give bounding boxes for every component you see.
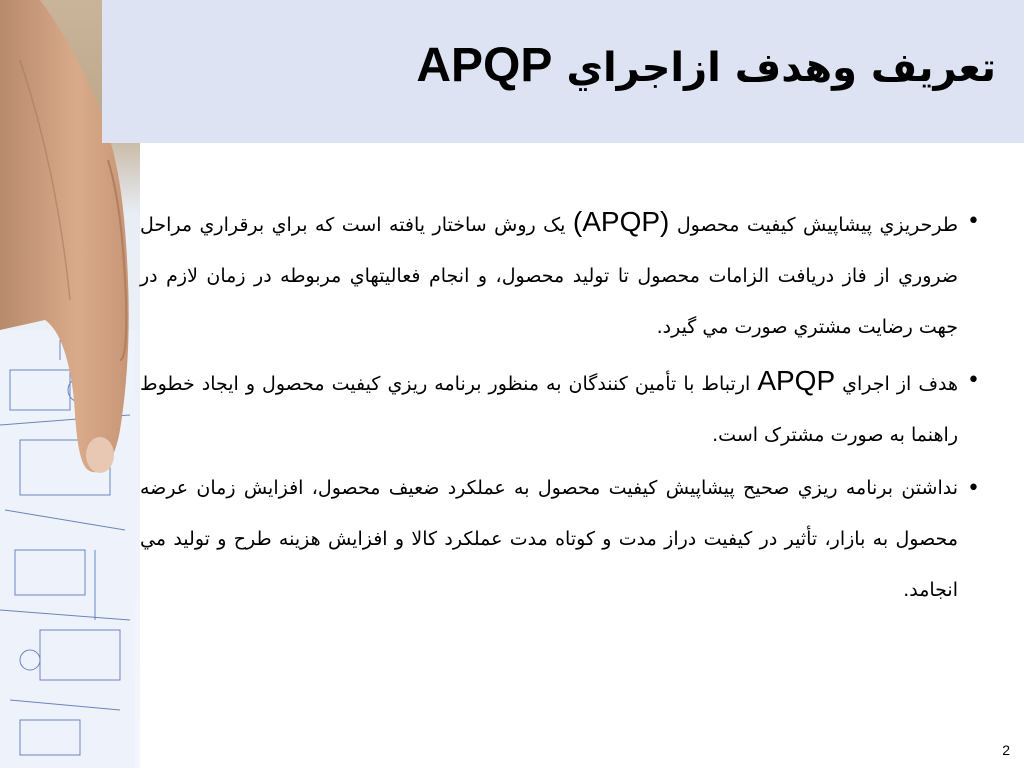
slide-title xyxy=(416,38,996,93)
bullet-acronym: (APQP) xyxy=(572,206,670,237)
bullet-text: طرحريزي پيشاپيش کيفيت محصول xyxy=(669,214,958,236)
bullet-text: يک روش ساختار يافته است که براي برقراري مراحل ضروري از فاز دريافت الزامات محصول تا توليد محصول، و انجام فعاليتهاي مربوطه در زمان لازم در جهت رضايت مشتري صورت مي گيرد. xyxy=(140,214,958,338)
bullet-item xyxy=(140,355,980,461)
bullet-item xyxy=(140,196,980,353)
title-acronym: APQP xyxy=(416,39,553,92)
page-number: 2 xyxy=(1002,742,1010,758)
title-text: تعريف وهدف ازاجراي xyxy=(566,45,996,91)
bullet-text: نداشتن برنامه ريزي صحيح پيشاپيش کيفيت محصول به عملکرد ضعيف محصول، افزايش زمان عرضه محصول به بازار، تأثير در کيفيت دراز مدت و کوتاه مدت عملکرد کالا و افزايش هزينه طرح و توليد مي انجامد. xyxy=(140,477,958,601)
bullet-text: هدف از اجراي xyxy=(835,373,959,395)
bullet-item xyxy=(140,463,980,616)
bullet-acronym: APQP xyxy=(757,365,836,396)
bullet-list xyxy=(140,196,980,618)
bullet-text: ارتباط با تأمين کنندگان به منظور برنامه ريزي کيفيت محصول و ايجاد خطوط راهنما به صورت مشترک است. xyxy=(140,373,958,446)
